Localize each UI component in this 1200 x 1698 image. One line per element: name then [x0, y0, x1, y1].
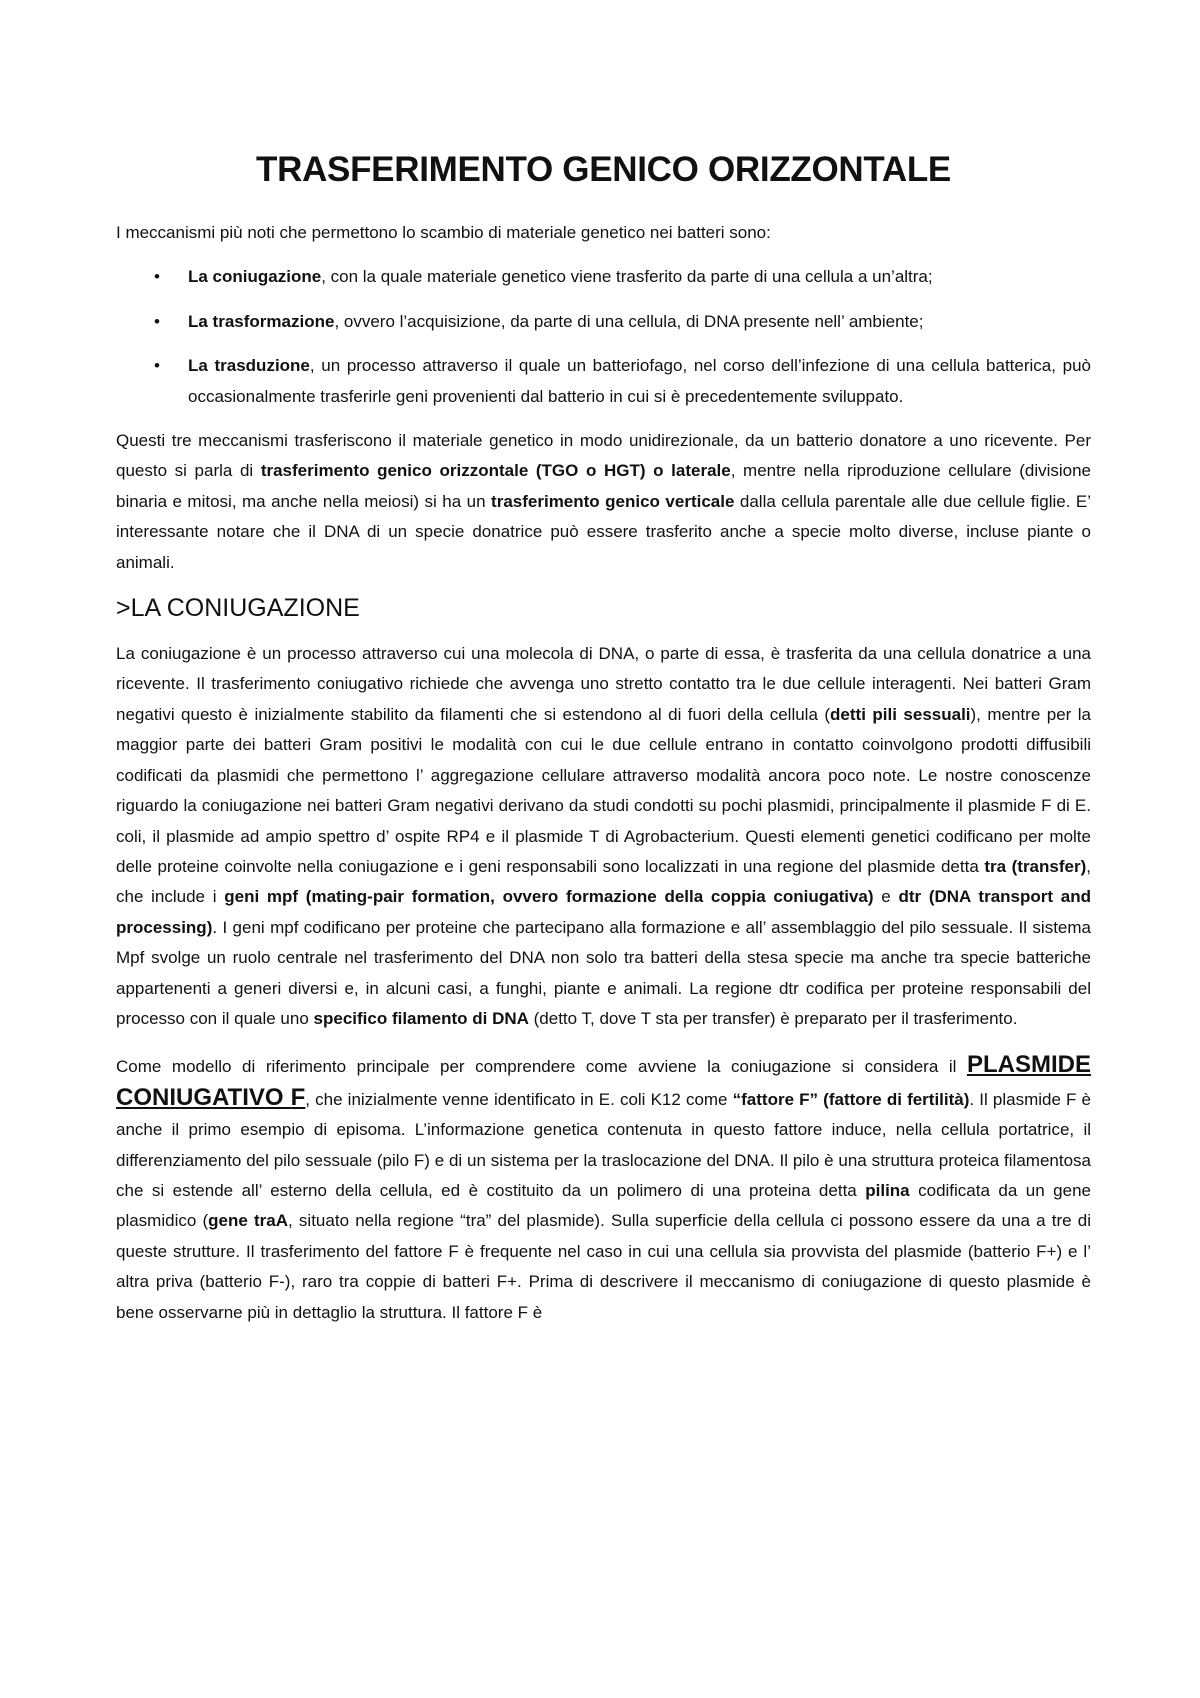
text-run: ), mentre per la maggior parte dei batteri Gram positivi le modalità con cui le due cellule entrano in contatto coinvolgono prodotti diffusibili codificati da plasmidi che permettono l’ aggregazione cellulare attraverso modalità ancora poco note. Le nostre conoscenze riguardo la coniugazione nei batteri Gram negativi derivano da studi condotti su pochi plasmidi, principalmente il plasmide F di E. coli, il plasmide ad ampio spettro d’ ospite RP4 e il plasmide T di Agrobacterium. Questi elementi genetici codificano per molte delle proteine coinvolte nella coniugazione e i geni responsabili sono localizzati in una regione del plasmide detta	[116, 704, 1091, 876]
list-item	[116, 307, 1091, 337]
list-item	[116, 262, 1091, 292]
plasmid-heading: PLASMIDE CONIUGATIVO F	[116, 1051, 1091, 1111]
bold-run: trasferimento genico verticale	[491, 491, 735, 511]
text-run: , che inizialmente venne identificato in E. coli K12 come	[305, 1089, 733, 1109]
document-title: TRASFERIMENTO GENICO ORIZZONTALE	[256, 150, 951, 189]
paragraph-conjugation	[116, 639, 1091, 1034]
bold-run: geni mpf (mating-pair formation, ovvero formazione della coppia coniugativa)	[224, 887, 874, 907]
section-heading: >LA CONIUGAZIONE	[116, 594, 360, 623]
bullet-icon: •	[154, 311, 160, 331]
text-run: e	[873, 887, 899, 907]
text-run: Questi tre meccanismi trasferiscono il materiale genetico in modo unidirezionale, da un batterio donatore a uno ricevente. Per questo si parla di	[116, 431, 1091, 481]
text-run: (detto T, dove T sta per transfer) è preparato per il trasferimento.	[528, 1008, 1018, 1028]
text-run: codificata da un gene plasmidico (	[116, 1180, 1091, 1231]
list-item-text: , con la quale materiale genetico viene trasferito da parte di una cellula a un’altra;	[321, 267, 933, 287]
text-run: , situato nella regione “tra” del plasmide). Sulla superficie della cellula ci possono essere da una a tre di queste strutture. Il trasferimento del fattore F è frequente nel caso in cui una cellula sia provvista del plasmide (batterio F+) e l’ altra priva (batterio F-), raro tra coppie di batteri F+. Prima di descrivere il meccanismo di coniugazione di questo plasmide è bene osservarne più in dettaglio la struttura. Il fattore F è	[116, 1211, 1091, 1322]
text-run: . I geni mpf codificano per proteine che partecipano alla formazione e all’ assemblaggio del pilo sessuale. Il sistema Mpf svolge un ruolo centrale nel trasferimento del DNA non solo tra batteri della stesa specie ma anche tra specie batteriche appartenenti a generi diversi e, in alcuni casi, a funghi, piante e animali. La regione dtr codifica per proteine responsabili del processo con il quale uno	[116, 917, 1091, 1028]
text-run: dalla cellula parentale alle due cellule figlie. E’ interessante notare che il DNA di un specie donatrice può essere trasferito anche a specie molto diverse, incluse piante o animali.	[116, 491, 1092, 572]
bold-run: pilina	[865, 1180, 910, 1200]
paragraph-plasmid-f	[116, 1050, 1091, 1328]
bold-run: tra (transfer)	[984, 856, 1087, 876]
bold-run: dtr (DNA transport and processing)	[116, 887, 1091, 937]
intro-paragraph: I meccanismi più noti che permettono lo scambio di materiale genetico nei batteri sono:	[116, 223, 771, 242]
list-item-term: La coniugazione	[188, 267, 322, 287]
document-body	[116, 150, 1091, 1344]
paragraph-hgt	[116, 426, 1091, 578]
mechanisms-list	[116, 262, 1091, 412]
text-run: . Il plasmide F è anche il primo esempio di episoma. L’informazione genetica contenuta in questo fattore induce, nella cellula portatrice, il differenziamento del pilo sessuale (pilo F) e di un sistema per la traslocazione del DNA. Il pilo è una struttura proteica filamentosa che si estende all’ esterno della cellula, ed è costituito da un polimero di una proteina detta	[116, 1089, 1092, 1200]
list-item	[116, 351, 1091, 412]
list-item-term: La trasformazione	[188, 311, 335, 331]
text-run: , che include i	[116, 856, 1091, 907]
bold-run: “fattore F” (fattore di fertilità)	[732, 1089, 970, 1109]
list-item-term: La trasduzione	[188, 356, 310, 376]
text-run: , mentre nella riproduzione cellulare (divisione binaria e mitosi, ma anche nella meiosi) si ha un	[116, 461, 1092, 511]
bold-run: specifico filamento di DNA	[313, 1008, 529, 1028]
list-item-text: , ovvero l’acquisizione, da parte di una cellula, di DNA presente nell’ ambiente;	[334, 311, 924, 331]
text-run: La coniugazione è un processo attraverso cui una molecola di DNA, o parte di essa, è trasferita da una cellula donatrice a una ricevente. Il trasferimento coniugativo richiede che avvenga uno stretto contatto tra le due cellule interagenti. Nei batteri Gram negativi questo è inizialmente stabilito da filamenti che si estendono al di fuori della cellula (	[116, 644, 1091, 724]
bold-run: detti pili sessuali	[830, 704, 971, 724]
bold-run: gene traA	[208, 1211, 289, 1231]
bullet-icon: •	[154, 356, 160, 376]
text-run: Come modello di riferimento principale per comprendere come avviene la coniugazione si considera il	[116, 1057, 967, 1077]
bullet-icon: •	[154, 267, 160, 287]
bold-run: trasferimento genico orizzontale (TGO o HGT) o laterale	[260, 461, 731, 481]
list-item-text: , un processo attraverso il quale un batteriofago, nel corso dell’infezione di una cellula batterica, può occasionalmente trasferirle geni provenienti dal batterio in cui si è precedentemente sviluppato.	[188, 356, 1091, 406]
